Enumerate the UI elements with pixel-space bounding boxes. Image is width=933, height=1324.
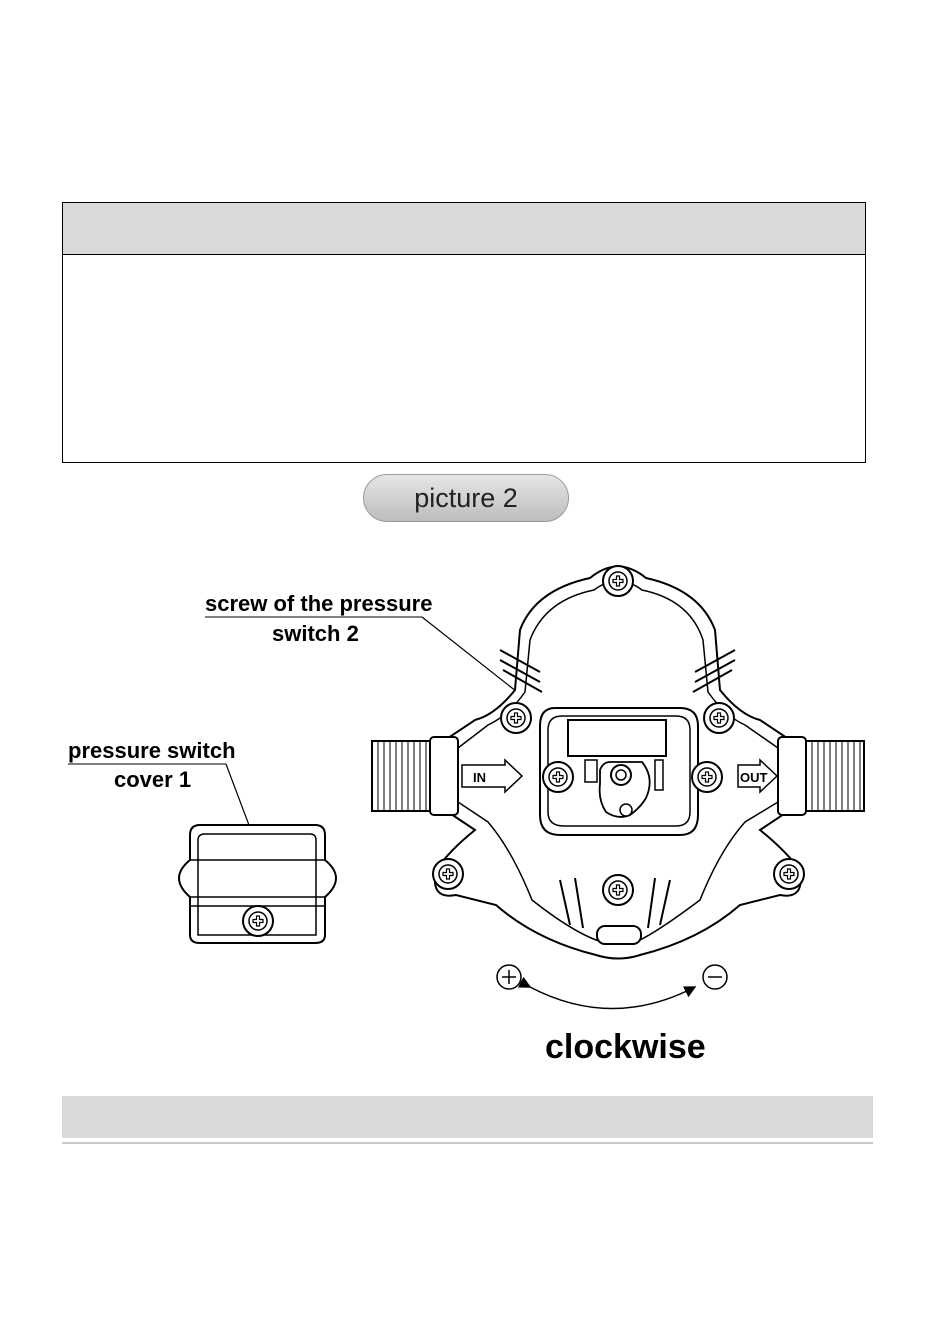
rotation-arrow <box>530 987 695 1009</box>
valve-screw-icon <box>543 762 573 792</box>
picture-label-badge: picture 2 <box>363 474 569 522</box>
notice-box <box>62 202 866 463</box>
cover-label-line1: pressure switch <box>68 738 236 763</box>
inlet-label: IN <box>473 770 486 785</box>
outlet-label: OUT <box>740 770 768 785</box>
valve-screw-icon <box>501 703 531 733</box>
valve-screw-icon <box>433 859 463 889</box>
valve-screw-icon <box>603 875 633 905</box>
pressure-switch-diagram <box>0 540 933 1080</box>
plus-icon <box>497 965 521 989</box>
minus-icon <box>703 965 727 989</box>
valve-screw-icon <box>704 703 734 733</box>
section-header-bar <box>62 1096 873 1138</box>
valve-screw-icon <box>603 566 633 596</box>
screw-label-line2: switch 2 <box>272 621 359 646</box>
rotation-label: clockwise <box>545 1028 706 1066</box>
section-divider <box>62 1142 873 1144</box>
notice-box-header <box>63 203 865 255</box>
cover-label-line2: cover 1 <box>114 767 192 792</box>
valve-screw-icon <box>774 859 804 889</box>
cover-screw-icon <box>243 906 273 936</box>
screw-label-line1: screw of the pressure <box>205 591 433 616</box>
valve-screw-icon <box>692 762 722 792</box>
